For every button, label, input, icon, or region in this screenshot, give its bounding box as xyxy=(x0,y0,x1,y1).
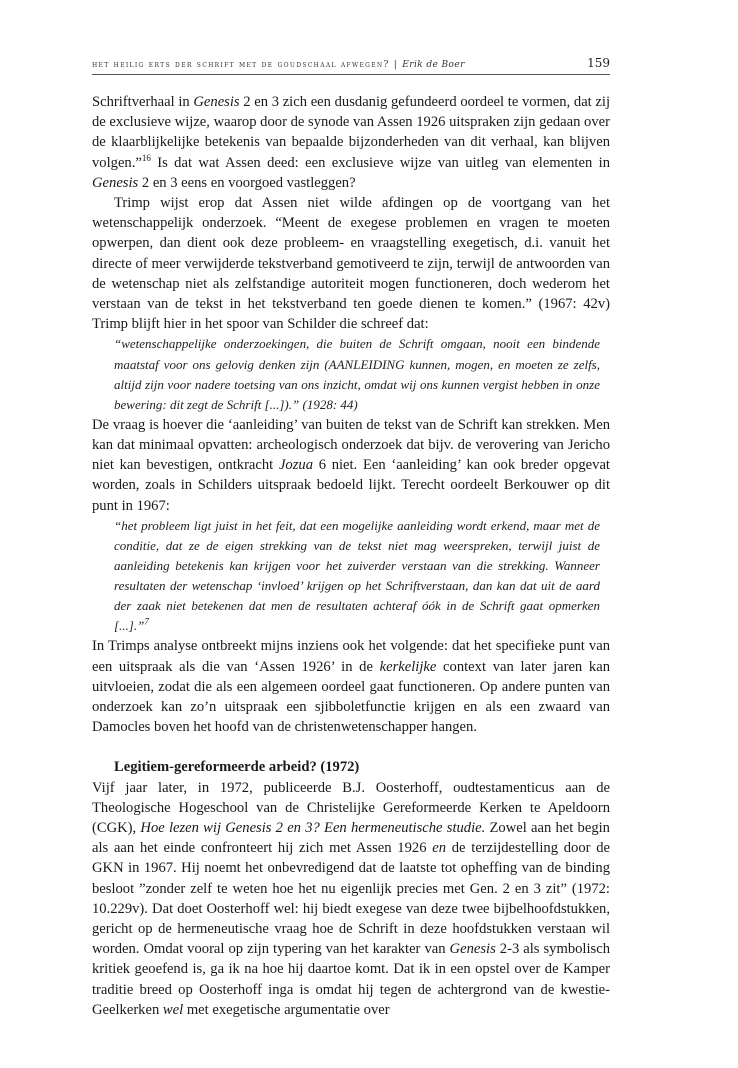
blockquote-berkouwer: “het probleem ligt juist in het feit, dat een mogelijke aanleiding wordt erkend, maar met de conditie, dat ze de eigen strekking van de tekst niet mag weerspreken, terwijl juist de aanleiding betekenis kan krijgen voor het zuiverder verstaan van die strekking. Wanneer resultaten der wetenschap ‘invloed’ krijgen op het Schriftverstaan, dan kan dat uit de aard der zaak niet betekenen dat men de resultaten achteraf óók in de Schrift gaat opmerken [...].”$^7$ xyxy=(114,517,600,634)
page xyxy=(92,56,610,1020)
section-heading: Legitiem-gereformeerde arbeid? (1972) xyxy=(114,759,360,776)
running-head-separator: | xyxy=(393,60,399,70)
footnote-ref-7[interactable]: 7 xyxy=(144,616,149,627)
blockquote-schilder: “wetenschappelijke onderzoekingen, die buiten de Schrift omgaan, nooit een bindende maatstaf voor ons gelovig denken zijn (AANLEIDING kunnen, mogen, en moeten ze zelfs, altijd zijn voor nadere toetsing van ons inzicht, omdat wij ons kunnen vergist hebben in onze bewering: dit zegt de Schrift [...]).” (1928: 44) xyxy=(114,336,600,412)
paragraph-4: In Trimps analyse ontbreekt mijns inziens ook het volgende: dat het specifieke punt van een uitspraak als die van ‘Assen 1926’ in de kerkelijke context van later jaren kan uitvloeien, zodat die als een algemeen oordeel gaat functioneren. Op andere punten van onderzoek kan zo’n uitspraak een sjibboletfunctie krijgen en als een zwaard van Damocles boven het hoofd van de christenwetenschapper hangen. xyxy=(92,638,610,736)
running-head-author: Erik de Boer xyxy=(402,60,465,70)
paragraph-1: Schriftverhaal in Genesis 2 en 3 zich een dusdanig gefundeerd oordeel te vormen, dat zij de exclusieve wijze, waarop door de synode van Assen 1926 uitspraken zijn gedaan over de klaarblijkelijke betekenis van bepaalde bijzonderheden van dit verhaal, kan blijven volgen.”$^{16}$ Is dat wat Assen deed: een exclusieve wijze van uitleg van elementen in Genesis 2 en 3 eens en voorgoed vastleggen? xyxy=(92,94,610,191)
paragraph-2: Trimp wijst erop dat Assen niet wilde afdingen op de voortgang van het wetenschappelijk onderzoek. “Meent de exegese problemen en vragen te moeten opwerpen, dan dient ook deze probleem- en vraagstelling exegetisch, d.i. vanuit het directe of meer verwijderde tekstverband gemotiveerd te zijn, terwijl de antwoorden van de wetenschap niet als zelfstandige autoriteit mogen functioneren, doch wederom het verstaan van de tekst in het tekstverband ten goede dienen te komen.” (1967: 42v) Trimp blijft hier in het spoor van Schilder die schreef dat: xyxy=(92,195,610,333)
running-head xyxy=(92,56,610,75)
paragraph-5: Vijf jaar later, in 1972, publiceerde B.J. Oosterhoff, oudtestamenticus aan de Theologische Hogeschool van de Christelijke Gereformeerde Kerken te Apeldoorn (CGK), Hoe lezen wij Genesis 2 en 3? Een hermeneutische studie. Zowel aan het begin als aan het einde confronteert hij zich met Assen 1926 en de terzijdestelling door de GKN in 1967. Hij noemt het onbevredigend dat de laatste tot opheffing van de binding besloot ”zonder zelf te weten hoe het nu eigenlijk precies met Gen. 2 en 3 zit” (1972: 10.229v). Dat doet Oosterhoff wel: hij biedt exegese van deze twee bijbelhoofdstukken, gericht op de hermeneutische vraag hoe de Schrift in deze hoofdstukken verstaan wil worden. Omdat vooral op zijn typering van het karakter van Genesis 2-3 als symbolisch kritiek geoefend is, ga ik na hoe hij daartoe komt. Dat ik in een opstel over de Kamper traditie breed op Oosterhoff inga is omdat hij tegen de achtergrond van de kwestie-Geelkerken wel met exegetische argumentatie over xyxy=(92,779,610,1018)
footnote-ref-16[interactable]: 16 xyxy=(141,152,151,163)
running-head-title: het heilig erts der schrift met de goudschaal afwegen? xyxy=(92,60,390,70)
running-head-left xyxy=(92,60,465,70)
page-number: 159 xyxy=(587,56,610,70)
paragraph-3: De vraag is hoever die ‘aanleiding’ van buiten de tekst van de Schrift kan strekken. Men kan dat minimaal opvatten: archeologisch onderzoek dat bijv. de verovering van Jericho niet kan bevestigen, ontkracht Jozua 6 niet. Een ‘aanleiding’ kan ook breder opgevat worden, zoals in Schilders uitspraak bedoeld lijkt. Terecht oordeelt Berkouwer op dit punt in 1967: xyxy=(92,416,610,514)
